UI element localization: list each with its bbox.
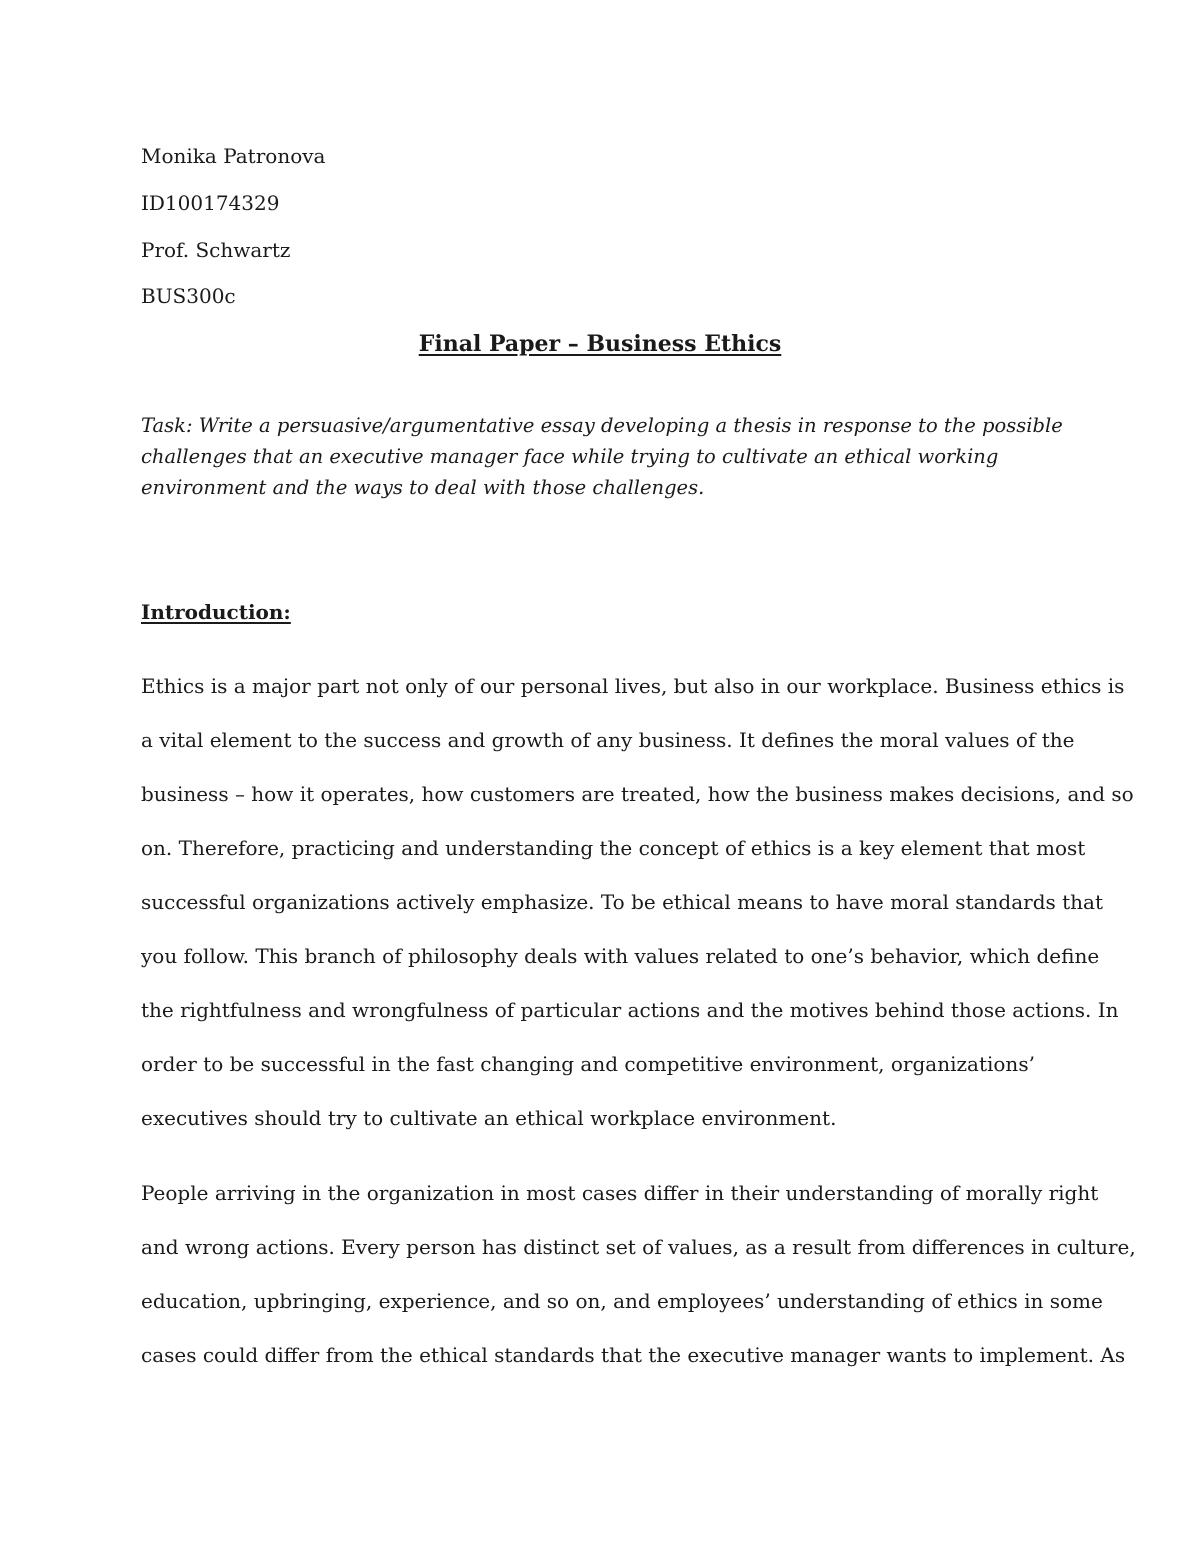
paragraph-line: a vital element to the success and growth of any business. It defines the moral values of the	[141, 728, 1075, 752]
paragraph-line: People arriving in the organization in most cases differ in their understanding of morally right	[141, 1181, 1099, 1205]
course-code: BUS300c	[141, 284, 236, 308]
paragraph-line: executives should try to cultivate an ethical workplace environment.	[141, 1106, 837, 1130]
paragraph-1	[141, 659, 1134, 1145]
author-name: Monika Patronova	[141, 144, 326, 168]
paragraph-line: the rightfulness and wrongfulness of particular actions and the motives behind those actions. In	[141, 998, 1119, 1022]
paragraph-line: business – how it operates, how customers are treated, how the business makes decisions, and so	[141, 782, 1134, 806]
student-id: ID100174329	[141, 191, 280, 215]
paragraph-line: you follow. This branch of philosophy deals with values related to one’s behavior, which define	[141, 944, 1100, 968]
paragraph-line: order to be successful in the fast changing and competitive environment, organizations’	[141, 1052, 1035, 1076]
task-statement	[141, 410, 1071, 503]
task-line: challenges that an executive manager face while trying to cultivate an ethical working	[141, 445, 999, 468]
paragraph-2	[141, 1166, 1136, 1382]
paragraph-line: education, upbringing, experience, and so on, and employees’ understanding of ethics in some	[141, 1289, 1103, 1313]
task-line: Task: Write a persuasive/argumentative essay developing a thesis in response to the possible	[141, 414, 1063, 437]
paragraph-line: and wrong actions. Every person has distinct set of values, as a result from differences in culture,	[141, 1235, 1136, 1259]
section-heading-introduction: Introduction:	[141, 600, 291, 624]
paragraph-line: cases could differ from the ethical standards that the executive manager wants to implement. As	[141, 1343, 1126, 1367]
paragraph-line: successful organizations actively emphasize. To be ethical means to have moral standards that	[141, 890, 1104, 914]
paper-title: Final Paper – Business Ethics	[418, 331, 782, 357]
professor-name: Prof. Schwartz	[141, 238, 291, 262]
task-line: environment and the ways to deal with those challenges.	[141, 476, 705, 499]
paragraph-line: Ethics is a major part not only of our personal lives, but also in our workplace. Business ethics is	[141, 674, 1125, 698]
paragraph-line: on. Therefore, practicing and understanding the concept of ethics is a key element that most	[141, 836, 1086, 860]
